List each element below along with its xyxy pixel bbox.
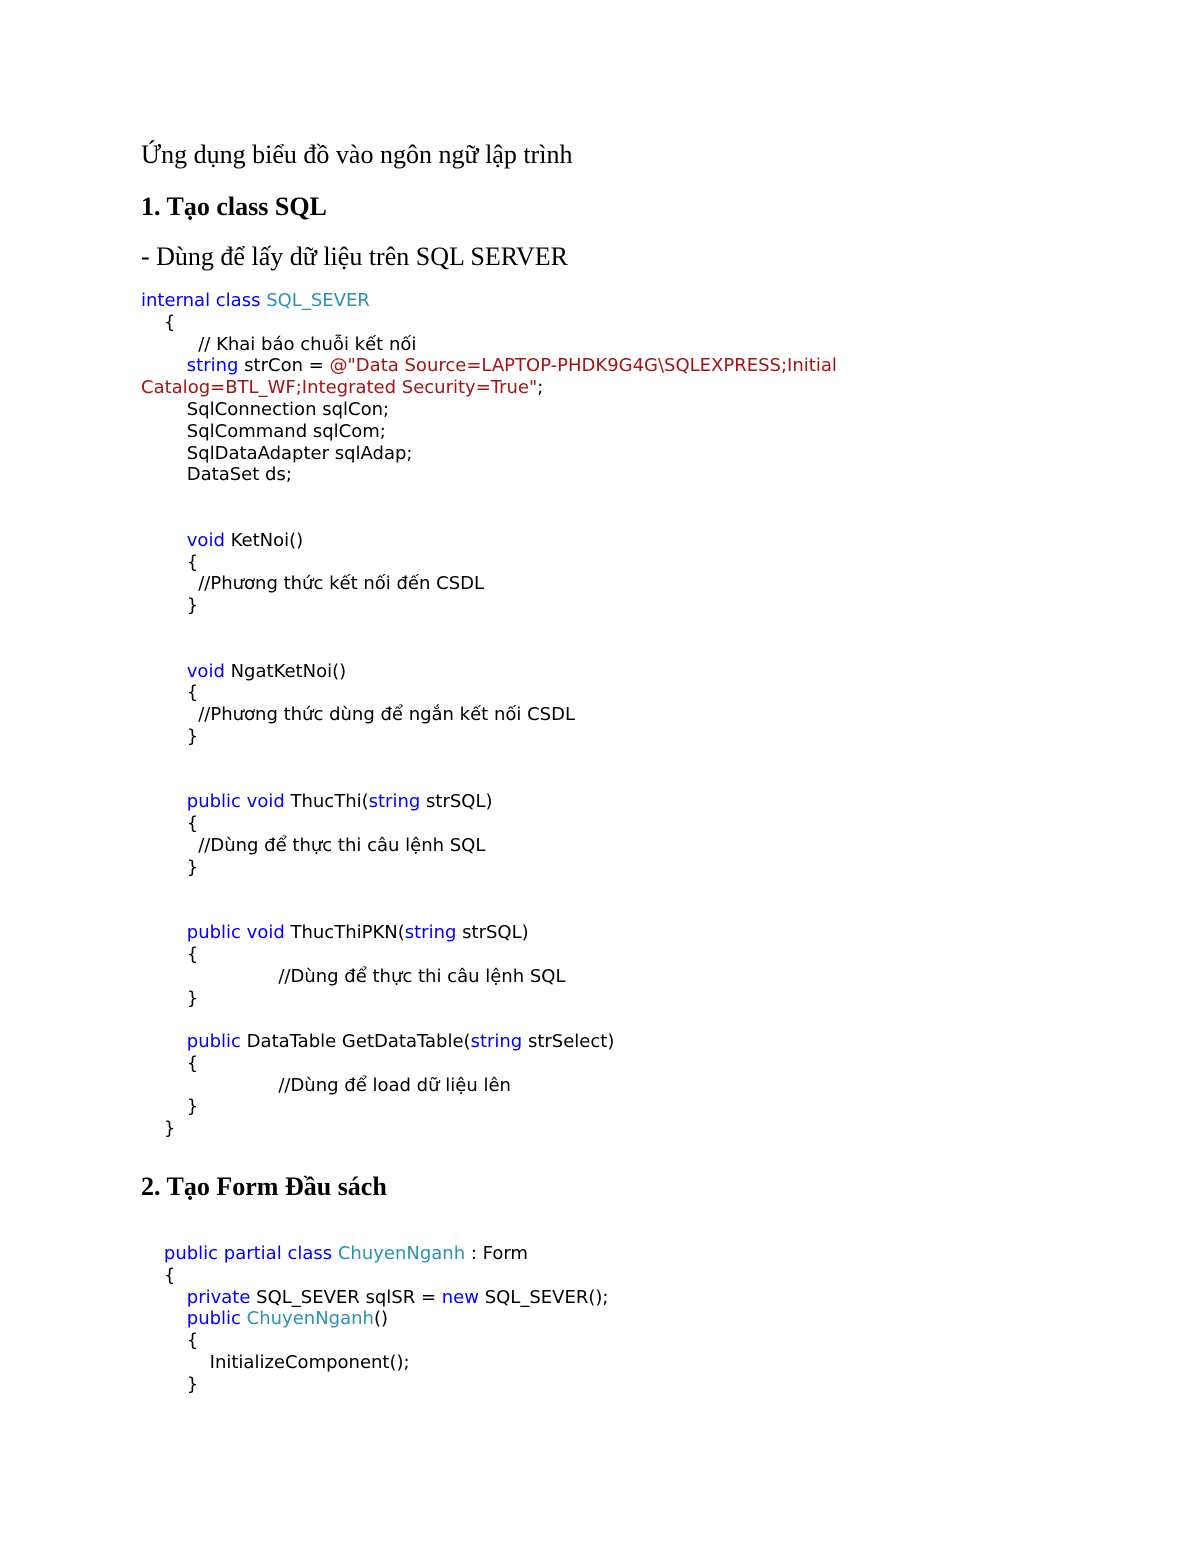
- code-token: @"Data Source=LAPTOP-PHDK9G4G\SQLEXPRESS;Initial: [329, 355, 837, 377]
- section-1-description: - Dùng để lấy dữ liệu trên SQL SERVER: [141, 242, 568, 271]
- code-line: [141, 552, 837, 574]
- code-line: [141, 791, 837, 813]
- code-token: : Form: [465, 1243, 528, 1264]
- code-line: [141, 421, 837, 443]
- code-line: [141, 661, 837, 683]
- code-line: [141, 573, 837, 595]
- code-token: SQL_SEVER: [266, 290, 370, 311]
- code-token: public void: [186, 791, 285, 813]
- section-2-heading: 2. Tạo Form Đầu sách: [141, 1172, 387, 1201]
- code-line: [141, 1330, 608, 1352]
- code-token: DataTable GetDataTable(: [240, 1031, 471, 1053]
- code-token: {: [141, 551, 199, 573]
- code-line: [141, 1009, 837, 1031]
- code-line: [141, 334, 837, 356]
- code-line: [141, 464, 837, 486]
- code-token: {: [141, 682, 199, 704]
- code-line: [141, 770, 837, 792]
- code-line: [141, 486, 837, 508]
- code-line: [141, 355, 837, 377]
- code-line: [141, 399, 837, 421]
- code-token: //Dùng để thực thi câu lệnh SQL: [141, 834, 486, 856]
- code-line: [141, 857, 837, 879]
- code-line: [141, 1096, 837, 1118]
- code-token: //Dùng để load dữ liệu lên: [141, 1074, 511, 1096]
- code-token: string: [186, 355, 239, 377]
- code-token: void: [186, 660, 225, 682]
- code-line: [141, 290, 837, 312]
- code-token: strSQL): [456, 922, 529, 944]
- code-token: }: [141, 595, 199, 617]
- code-line: [141, 617, 837, 639]
- code-line: [141, 988, 837, 1010]
- code-line: [141, 748, 837, 770]
- code-token: //Phương thức kết nối đến CSDL: [141, 573, 485, 595]
- section-1-heading: 1. Tạo class SQL: [141, 192, 327, 221]
- code-line: [141, 1075, 837, 1097]
- code-token: [141, 1287, 187, 1308]
- code-token: [141, 355, 187, 376]
- code-line: [141, 595, 837, 617]
- code-line: [141, 1374, 608, 1396]
- code-line: [141, 1031, 837, 1053]
- code-token: [141, 922, 187, 943]
- code-line: [141, 922, 837, 944]
- code-token: public: [186, 1031, 241, 1053]
- code-token: SqlConnection sqlCon;: [141, 398, 390, 420]
- code-token: }: [141, 987, 199, 1009]
- code-token: NgatKetNoi(): [224, 660, 347, 682]
- code-token: [141, 661, 187, 682]
- code-token: ThucThi(: [284, 791, 369, 813]
- code-token: InitializeComponent();: [141, 1351, 410, 1373]
- code-line: [141, 1308, 608, 1330]
- code-line: [141, 879, 837, 901]
- code-token: new: [441, 1286, 479, 1308]
- code-token: Catalog=BTL_WF;Integrated Security=True": [141, 377, 538, 399]
- code-line: [141, 508, 837, 530]
- code-token: KetNoi(): [224, 529, 304, 551]
- code-token: internal class: [141, 290, 267, 311]
- code-line: [141, 966, 837, 988]
- code-line: [141, 835, 837, 857]
- code-token: SQL_SEVER();: [478, 1286, 609, 1308]
- code-token: public partial class: [163, 1243, 338, 1264]
- code-line: [141, 813, 837, 835]
- code-token: {: [141, 1330, 199, 1352]
- code-line: [141, 530, 837, 552]
- code-token: (): [373, 1308, 388, 1330]
- code-token: }: [141, 1096, 199, 1118]
- code-token: }: [141, 725, 199, 747]
- code-line: [141, 1053, 837, 1075]
- code-line: [141, 639, 837, 661]
- code-line: [141, 443, 837, 465]
- code-line: [141, 682, 837, 704]
- code-token: //Phương thức dùng để ngắn kết nối CSDL: [141, 704, 575, 726]
- code-token: void: [186, 529, 225, 551]
- code-line: [141, 944, 837, 966]
- code-token: strCon =: [238, 355, 330, 377]
- code-token: ThucThiPKN(: [284, 922, 405, 944]
- code-block-form-class: [141, 1243, 608, 1396]
- code-token: [141, 1308, 187, 1329]
- code-token: }: [141, 1118, 176, 1140]
- code-token: public void: [186, 922, 285, 944]
- code-token: string: [368, 791, 421, 813]
- code-line: [141, 900, 837, 922]
- code-token: [141, 791, 187, 812]
- code-token: {: [141, 1264, 176, 1286]
- code-token: SQL_SEVER sqlSR =: [250, 1286, 442, 1308]
- code-token: SqlCommand sqlCom;: [141, 420, 386, 442]
- code-token: DataSet ds;: [141, 464, 292, 486]
- code-token: string: [404, 922, 457, 944]
- code-line: [141, 726, 837, 748]
- code-token: }: [141, 856, 199, 878]
- code-token: {: [141, 311, 176, 333]
- document-title: Ứng dụng biểu đồ vào ngôn ngữ lập trình: [141, 140, 573, 169]
- code-line: [141, 312, 837, 334]
- code-token: strSQL): [420, 791, 493, 813]
- code-token: SqlDataAdapter sqlAdap;: [141, 442, 413, 464]
- code-token: ChuyenNganh: [246, 1308, 374, 1330]
- code-line: [141, 1243, 608, 1265]
- code-token: [141, 1243, 164, 1264]
- code-token: //Dùng để thực thi câu lệnh SQL: [141, 965, 566, 987]
- code-block-sql-class: [141, 290, 837, 1140]
- code-token: // Khai báo chuỗi kết nối: [141, 333, 417, 355]
- code-token: {: [141, 1052, 199, 1074]
- code-token: {: [141, 943, 199, 965]
- code-line: [141, 1287, 608, 1309]
- code-token: ChuyenNganh: [337, 1243, 466, 1264]
- code-token: string: [470, 1031, 523, 1053]
- code-token: public: [186, 1308, 247, 1330]
- code-line: [141, 377, 837, 399]
- code-token: [141, 1031, 187, 1052]
- code-token: [141, 530, 187, 551]
- code-token: }: [141, 1373, 199, 1395]
- code-line: [141, 1352, 608, 1374]
- code-line: [141, 704, 837, 726]
- code-token: strSelect): [522, 1031, 615, 1053]
- code-token: ;: [537, 377, 544, 399]
- code-line: [141, 1265, 608, 1287]
- code-token: {: [141, 813, 199, 835]
- code-line: [141, 1118, 837, 1140]
- code-token: private: [186, 1286, 251, 1308]
